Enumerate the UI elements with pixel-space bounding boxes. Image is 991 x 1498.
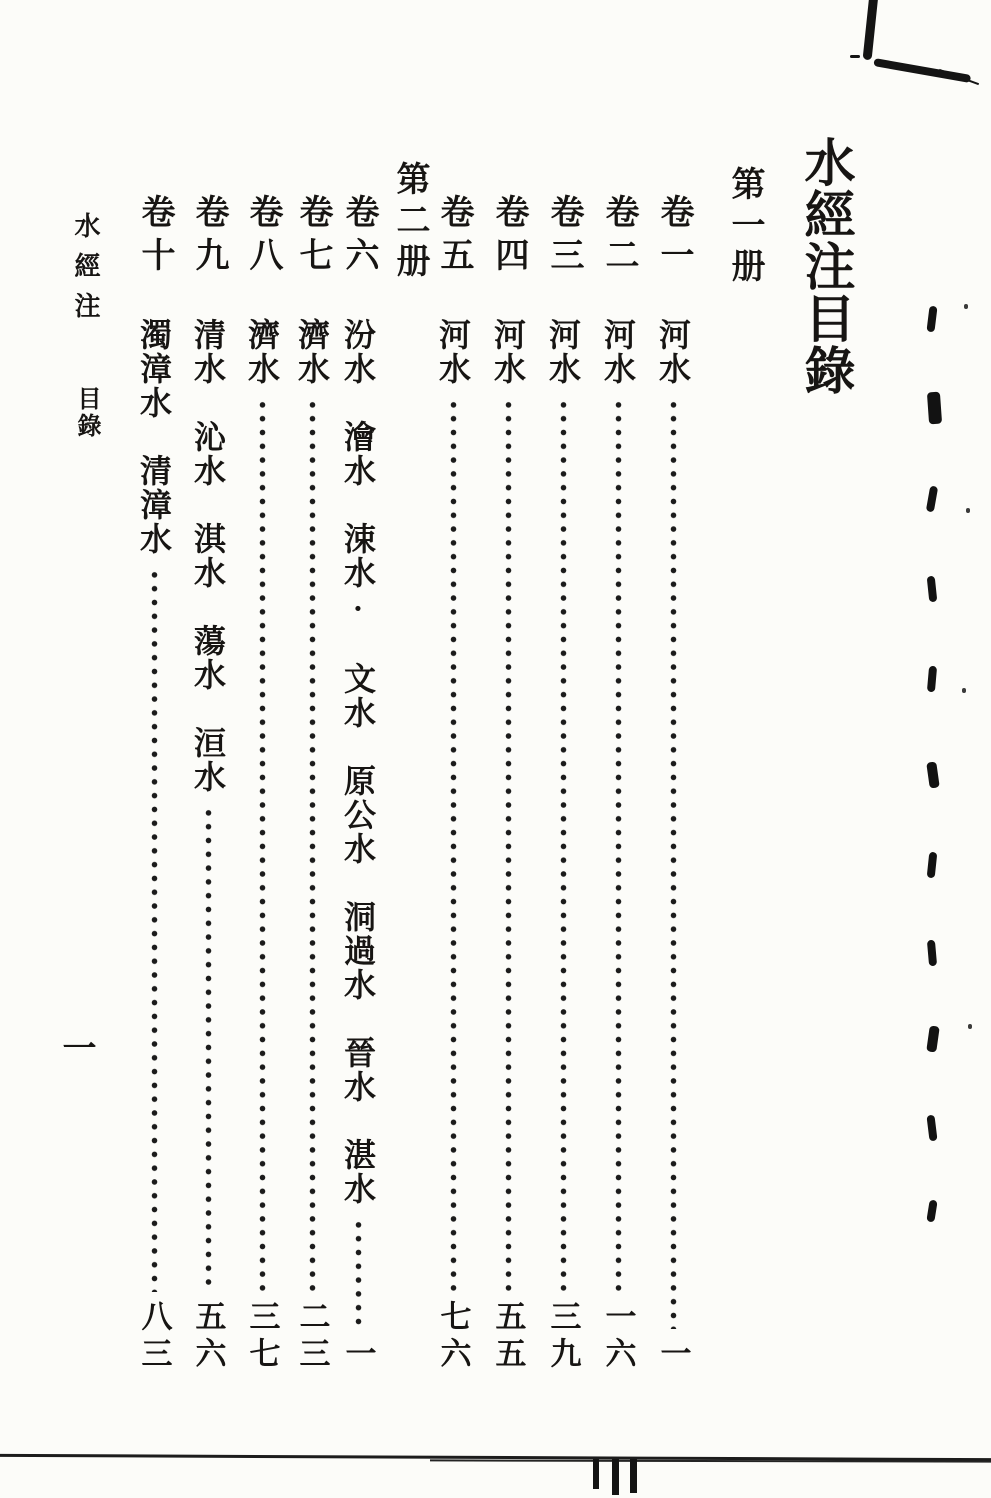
toc-entry-juan-1 bbox=[650, 194, 696, 1374]
scan-bleedthrough-mark bbox=[927, 576, 938, 603]
page-number: 五六 bbox=[190, 1300, 226, 1374]
volume-label: 卷六 bbox=[340, 194, 377, 280]
volume-label: 卷二 bbox=[600, 194, 637, 280]
scan-bleedthrough-mark bbox=[926, 1115, 937, 1142]
toc-entry-juan-4 bbox=[485, 194, 531, 1374]
scan-artifact-corner-speck bbox=[850, 55, 860, 58]
section-label-volume-2: 第二册 bbox=[391, 161, 428, 284]
dot-leader bbox=[615, 398, 622, 1292]
river-list: 清水 沁水 淇水 蕩水 洹水 bbox=[190, 318, 226, 794]
scan-bleedthrough-mark bbox=[927, 392, 942, 425]
river-list: 濟水 bbox=[294, 318, 330, 386]
scan-bleedthrough-mark bbox=[926, 486, 938, 513]
toc-entry-juan-5 bbox=[430, 194, 476, 1374]
volume-label: 卷五 bbox=[435, 194, 472, 280]
river-list: 濟水 bbox=[244, 318, 280, 386]
toc-entry-juan-2 bbox=[595, 194, 641, 1374]
dot-leader bbox=[205, 806, 212, 1292]
dot-leader bbox=[355, 1218, 362, 1329]
toc-entry-juan-10 bbox=[131, 194, 177, 1374]
page-number: 七六 bbox=[435, 1300, 471, 1374]
dot-leader bbox=[309, 398, 316, 1292]
margin-book-title: 水經注 bbox=[71, 212, 100, 332]
scan-bleedthrough-mark bbox=[926, 1025, 940, 1052]
volume-label: 卷一 bbox=[655, 194, 692, 280]
toc-entry-juan-6 bbox=[335, 194, 381, 1374]
page-number: 一六 bbox=[600, 1300, 636, 1374]
scan-bleedthrough-mark bbox=[926, 1200, 937, 1223]
scan-artifact-corner-stroke bbox=[863, 0, 879, 60]
dot-leader bbox=[670, 398, 677, 1329]
folio-page-number: 一 bbox=[57, 1030, 94, 1064]
scan-artifact-bottom-bar bbox=[630, 1459, 637, 1493]
volume-label: 卷九 bbox=[190, 194, 227, 280]
section-label-volume-1: 第一册 bbox=[726, 166, 763, 289]
toc-entry-juan-7 bbox=[289, 194, 335, 1374]
margin-section-label: 目錄 bbox=[73, 386, 99, 440]
river-list: 汾水 澮水 涑水· 文水 原公水 洞過水 晉水 湛水 bbox=[340, 318, 376, 1206]
dot-leader bbox=[505, 398, 512, 1292]
river-list: 河水 bbox=[490, 318, 526, 386]
volume-label: 卷八 bbox=[244, 194, 281, 280]
scan-artifact-bottom-bar bbox=[612, 1459, 619, 1495]
volume-label: 卷四 bbox=[490, 194, 527, 280]
river-list: 河水 bbox=[435, 318, 471, 386]
dot-leader bbox=[450, 398, 457, 1292]
volume-label: 卷三 bbox=[545, 194, 582, 280]
scan-bleedthrough-mark bbox=[926, 761, 940, 788]
scan-artifact-corner-diagonal bbox=[873, 58, 971, 83]
scan-speck bbox=[964, 304, 968, 309]
scan-artifact-bottom-edge-2 bbox=[430, 1459, 991, 1462]
river-list: 河水 bbox=[545, 318, 581, 386]
page-number: 二三 bbox=[294, 1300, 330, 1374]
river-list: 濁漳水 清漳水 bbox=[136, 318, 172, 556]
scan-speck bbox=[968, 1024, 972, 1029]
scan-speck bbox=[962, 688, 966, 693]
river-list: 河水 bbox=[655, 318, 691, 386]
page-title: 水經注目錄 bbox=[796, 136, 852, 396]
scan-bleedthrough-mark bbox=[926, 306, 937, 333]
scan-bleedthrough-mark bbox=[927, 940, 937, 967]
volume-label: 卷十 bbox=[136, 194, 173, 280]
toc-entry-juan-8 bbox=[239, 194, 285, 1374]
scan-bleedthrough-mark bbox=[927, 666, 937, 693]
page-number: 一 bbox=[655, 1337, 691, 1374]
volume-label: 卷七 bbox=[294, 194, 331, 280]
page-number: 八三 bbox=[136, 1300, 172, 1374]
page-number: 一 bbox=[340, 1337, 376, 1374]
toc-entry-juan-3 bbox=[540, 194, 586, 1374]
page-number: 三九 bbox=[545, 1300, 581, 1374]
dot-leader bbox=[560, 398, 567, 1292]
scan-bleedthrough-mark bbox=[927, 852, 938, 879]
toc-entry-juan-9 bbox=[185, 194, 231, 1374]
scan-artifact-bottom-bar bbox=[593, 1459, 599, 1489]
page-number: 五五 bbox=[490, 1300, 526, 1374]
river-list: 河水 bbox=[600, 318, 636, 386]
scan-speck bbox=[966, 508, 970, 513]
dot-leader bbox=[151, 568, 158, 1292]
page-number: 三七 bbox=[244, 1300, 280, 1374]
dot-leader bbox=[259, 398, 266, 1292]
